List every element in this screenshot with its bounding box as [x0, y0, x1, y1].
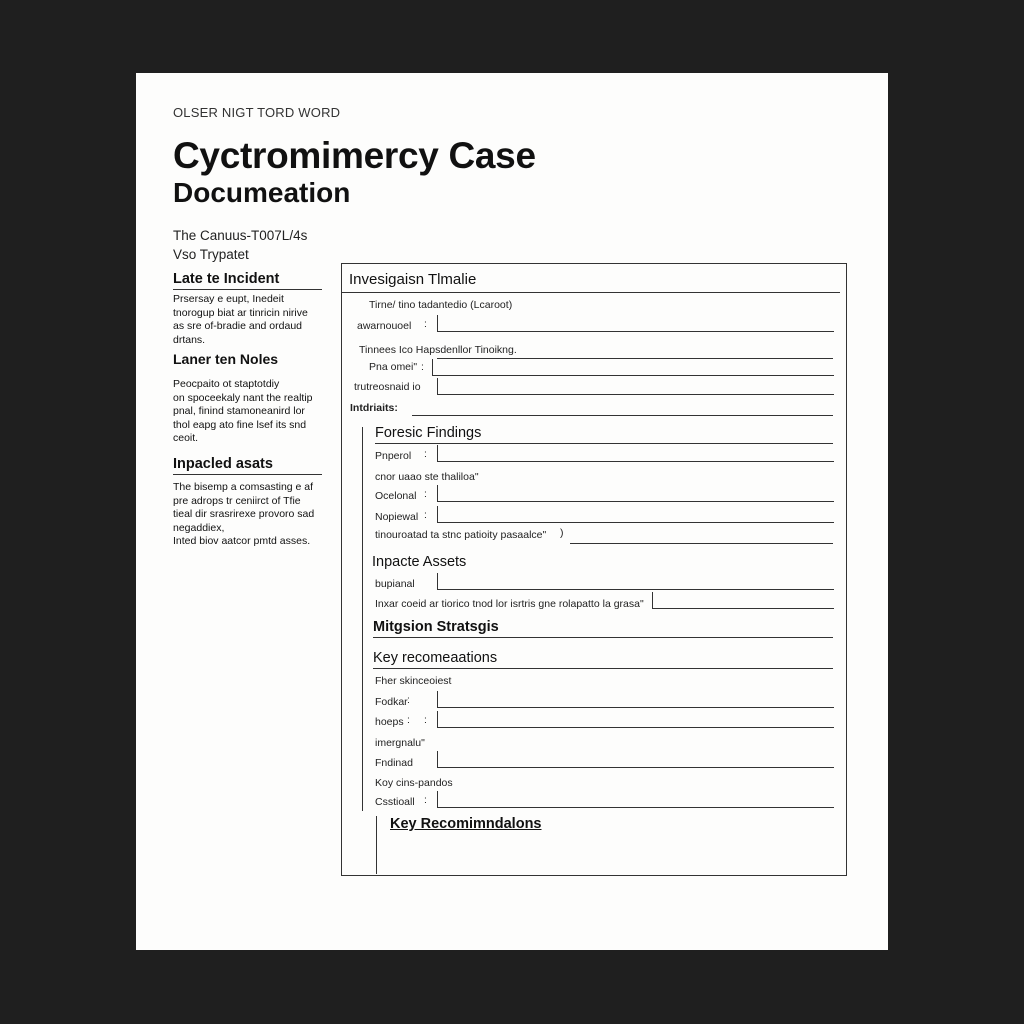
recommendation-input-2[interactable]: [437, 711, 834, 728]
forensic-input-3[interactable]: [437, 506, 834, 523]
field-label: bupianal: [375, 578, 415, 590]
notes-text: Peocpaito ot staptotdiy on spoceekaly nant the realtip pnal, finind stamoneanird lor thol eapg ato fine lsef its snd ceoit.: [173, 378, 313, 444]
recommendation-input-4[interactable]: [437, 791, 834, 808]
timeline-input-1[interactable]: [437, 315, 834, 332]
document-title-line2: Documeation: [173, 177, 351, 208]
impacted-assets-section-heading: Inpacte Assets: [372, 554, 467, 570]
field-label: imergnalu": [375, 737, 425, 749]
key-recommendations-heading: Key recomeaations: [373, 650, 498, 666]
field-label: Fndinad: [375, 757, 413, 769]
field-label: Ocelonal: [375, 490, 417, 502]
key-recommendations-heading-2: Key Recomimndalons: [390, 816, 542, 832]
forensic-input-2[interactable]: [437, 485, 834, 502]
recommendations-subheading: Fher skinceoiest: [375, 675, 452, 687]
field-label: Inxar coeid ar tiorico tnod lor isrtris gne rolapatto la grasa": [375, 598, 644, 610]
recommendation-input-3[interactable]: [437, 751, 834, 768]
field-label: Pna omei": [369, 361, 418, 373]
forensic-input-1[interactable]: [437, 445, 834, 462]
timeline-input-2[interactable]: [432, 359, 834, 376]
document-page: [136, 73, 888, 950]
recommendation-input-1[interactable]: [437, 691, 834, 708]
investigation-panel: Invesigaisn Tlmalie Tirne/ tino tadantedio (Lcaroot) awarnouoel : Tinnees Ico Hapsdenllor Tinoikng. Pna omei" : trutreosnaid io Intdriaits: Foresic Findings Pnperol : cnor uaao ste thaliloa" Ocelonal : Nopiewal : tinouroatad ta stnc patioity pasaalce" ) Inpacte Assets bupianal Inxar coeid ar tiorico tnod lor isrtris gne rolapatto la grasa" Mitgsion Stratsgis Key recomeaations Fher skinceoiest Fodkar : hoeps : : imergnalu" Fndinad Koy cins-pandos Csstioall : Key Recomimndalons: [341, 263, 847, 876]
incident-text: Prsersay e eupt, Inedeit tnorogup biat ar tinricin nirive as sre of-bradie and ordaud drtans.: [173, 293, 308, 346]
timeline-subheading: Tinnees Ico Hapsdenllor Tinoikng.: [359, 344, 517, 356]
timeline-input-3[interactable]: [437, 378, 834, 395]
recommendations-subheading-2: Koy cins-pandos: [375, 777, 453, 789]
field-label: Nopiewal: [375, 511, 419, 523]
field-label: Csstioall: [375, 796, 415, 808]
timeline-title: Invesigaisn Tlmalie: [342, 271, 840, 293]
case-id: The Canuus-T007L/4s: [173, 228, 308, 243]
impact-input-1[interactable]: [437, 573, 834, 590]
forensic-subheading: cnor uaao ste thaliloa": [375, 471, 479, 483]
document-title: Cyctromimercy Case: [173, 135, 536, 176]
field-label: tinouroatad ta stnc patioity pasaalce": [375, 529, 547, 541]
timeline-description: Tirne/ tino tadantedio (Lcaroot): [369, 299, 513, 311]
field-label: Fodkar: [375, 696, 408, 708]
field-label: trutreosnaid io: [354, 381, 421, 393]
field-label: hoeps: [375, 716, 404, 728]
forensic-findings-heading: Foresic Findings: [375, 425, 482, 441]
incident-heading: Late te Incident: [173, 271, 322, 290]
impact-input-2[interactable]: [652, 592, 834, 609]
notes-heading: Laner ten Noles: [173, 351, 279, 367]
mitigation-heading: Mitgsion Stratsgis: [373, 619, 499, 635]
field-label: Pnperol: [375, 450, 412, 462]
field-label: awarnouoel: [357, 320, 412, 332]
impacted-assets-text: The bisemp a comsasting e af pre adrops tr ceniirct of Tfie tieal dir srasrirexe provoro sad negaddiex, Inted biov aatcor pmtd asses.: [173, 481, 315, 547]
impacted-assets-heading: Inpacled asats: [173, 456, 322, 475]
document-eyebrow: OLSER NIGT TORD WORD: [173, 105, 341, 120]
timeline-details-label: Intdriaits:: [350, 402, 398, 414]
case-type: Vso Trypatet: [173, 247, 249, 262]
